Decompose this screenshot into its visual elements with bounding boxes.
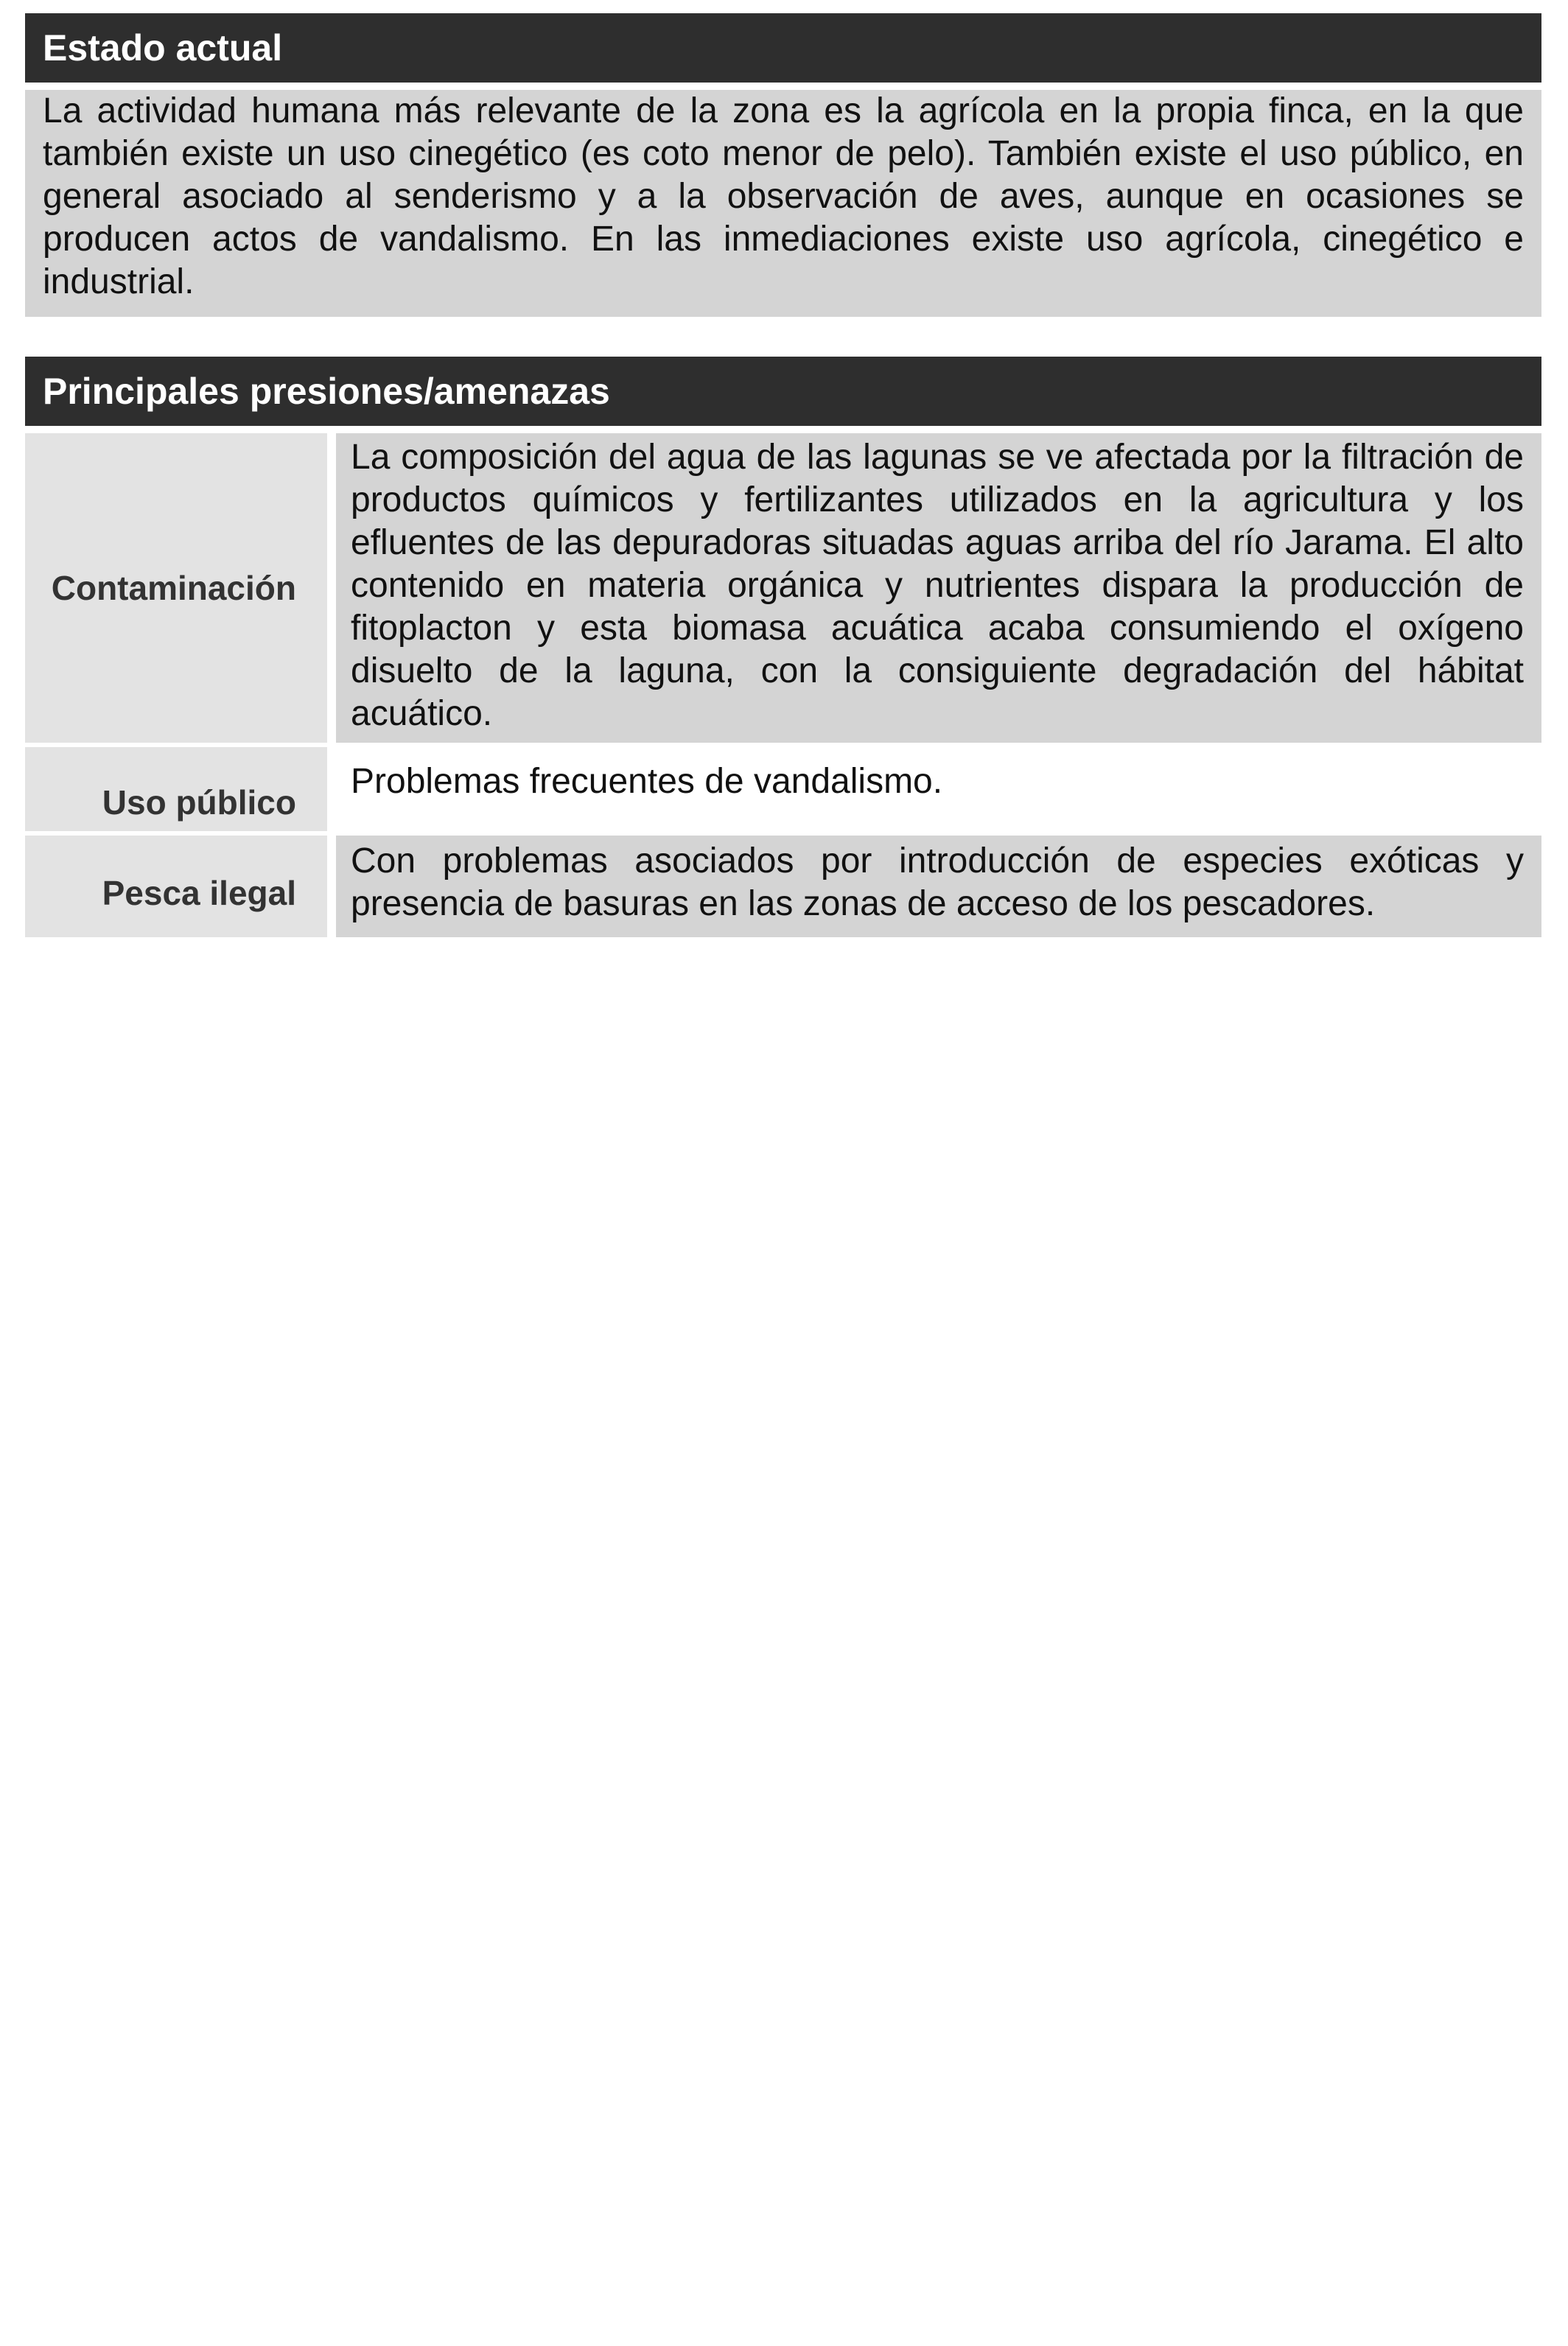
- table-row: [25, 433, 1541, 743]
- row-text-contaminacion: La composición del agua de las lagunas se ve afectada por la filtración de productos químicos y fertilizantes utilizados en la agricultura y los efluentes de las depuradoras situadas aguas arriba del río Jarama. El alto contenido en materia orgánica y nutrientes dispara la producción de fitoplacton y esta biomasa acuática acaba consumiendo el oxígeno disuelto de la laguna, con la consiguiente degradación del hábitat acuático.: [336, 433, 1541, 743]
- estado-actual-text: La actividad humana más relevante de la zona es la agrícola en la propia finca, en la que también existe un uso cinegético (es coto menor de pelo). También existe el uso público, en general asociado al senderismo y a la observación de aves, aunque en ocasiones se producen actos de vandalismo. En las inmediaciones existe uso agrícola, cinegético e industrial.: [25, 90, 1541, 317]
- estado-actual-heading: Estado actual: [25, 13, 1541, 83]
- presiones-section: [25, 357, 1541, 937]
- table-row: [25, 836, 1541, 937]
- estado-actual-section: [25, 13, 1541, 317]
- table-row: [25, 747, 1541, 831]
- row-text-uso-publico: Problemas frecuentes de vandalismo.: [336, 747, 1541, 831]
- row-label-pesca-ilegal: Pesca ilegal: [25, 836, 327, 937]
- row-label-contaminacion: Contaminación: [25, 433, 327, 743]
- row-label-uso-publico: Uso público: [25, 747, 327, 831]
- presiones-heading: Principales presiones/amenazas: [25, 357, 1541, 426]
- presiones-table: [25, 433, 1541, 937]
- row-text-pesca-ilegal: Con problemas asociados por introducción de especies exóticas y presencia de basuras en las zonas de acceso de los pescadores.: [336, 836, 1541, 937]
